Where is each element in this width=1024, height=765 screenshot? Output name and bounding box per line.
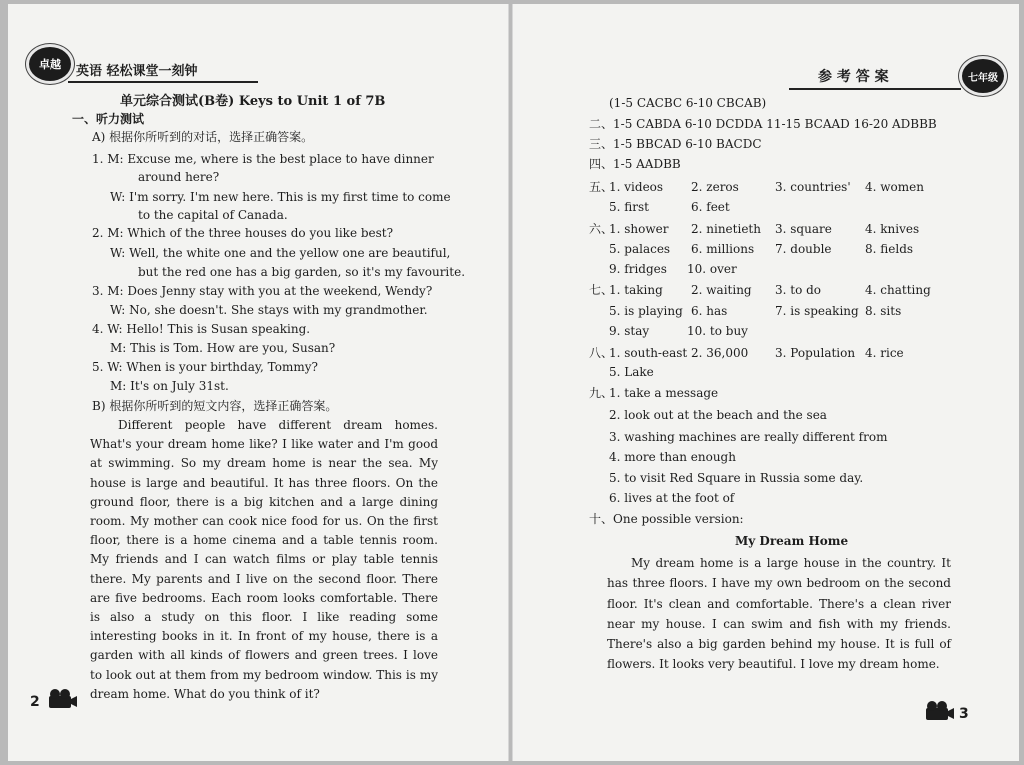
camera-icon [925, 700, 955, 726]
essay: My dream home is a large house in the country. It has three floors. I have my own bedroom on the second floor. It's clean and comfortable. There's a clean river near my house. I can swim and fish with my friends. There's also a big garden behind my house. It is full of flowers. It looks very beautiful. I love my dream home. [607, 556, 951, 672]
dialogue-line: W: No, she doesn't. She stays with my grandmother. [110, 303, 428, 317]
page-number: 2 [30, 694, 40, 710]
answer-cell: 3. Population [775, 346, 856, 360]
answer-cell: 6. millions [691, 242, 755, 256]
instruction: A) 根据你所听到的对话，选择正确答案。 [92, 130, 314, 144]
answer-item: 5. to visit Red Square in Russia some day. [609, 471, 864, 485]
answer-cell: 2. waiting [691, 283, 752, 297]
section-heading: 十、One possible version: [589, 512, 744, 526]
grade-logo: 七年级 [959, 56, 1007, 96]
instruction: B) 根据你所听到的短文内容，选择正确答案。 [92, 399, 338, 413]
essay-title: My Dream Home [735, 534, 849, 548]
answer-cell: 9. stay [609, 324, 650, 338]
header-brand: 英语 轻松课堂一刻钟 [76, 64, 198, 79]
dialogue-line: 2. M: Which of the three houses do you like best? [92, 226, 394, 240]
answer-cell: 1. videos [609, 180, 664, 194]
answer-cell: 6. has [691, 304, 728, 318]
answer-cell: 4. rice [865, 346, 904, 360]
section-label: 六、 [589, 222, 614, 236]
answer-line: (1-5 CACBC 6-10 CBCAB) [609, 96, 767, 110]
answer-item: 4. more than enough [609, 450, 736, 464]
dialogue-line: to the capital of Canada. [138, 208, 288, 222]
answer-cell: 8. sits [865, 304, 902, 318]
dialogue-line: 4. W: Hello! This is Susan speaking. [92, 322, 311, 336]
left-page [8, 4, 509, 761]
dialogue-line: M: This is Tom. How are you, Susan? [110, 341, 336, 355]
dialogue-line: 5. W: When is your birthday, Tommy? [92, 360, 318, 374]
answer-item: 3. washing machines are really different from [609, 430, 888, 444]
answer-cell: 2. ninetieth [691, 222, 761, 236]
page-number: 3 [959, 706, 969, 722]
section-label: 七、 [589, 283, 614, 297]
page-title: 单元综合测试(B卷) Keys to Unit 1 of 7B [120, 94, 386, 109]
answer-cell: 5. first [609, 200, 649, 214]
right-page [512, 4, 1019, 761]
section-label: 五、 [589, 180, 614, 194]
brand-logo: 卓越 [26, 44, 74, 84]
dialogue-line: W: I'm sorry. I'm new here. This is my first time to come [110, 190, 451, 204]
answer-cell: 5. palaces [609, 242, 671, 256]
passage: Different people have different dream homes. What's your dream home like? I like water and I'm good at swimming. So my dream home is near the sea. My house is large and beautiful. It has three floors. On the ground floor, there is a big kitchen and a large dining room. My mother can cook nice food for us. On the first floor, there is a home cinema and a table tennis room. My friends and I can watch films or play table tennis there. My parents and I live on the second floor. There are five bedrooms. Each room looks comfortable. There is also a study on this floor. I like reading some interesting books in it. In front of my house, there is a garden with all kinds of flowers and green trees. I love to look out at them from my bedroom window. This is my dream home. What do you think of it? [90, 418, 438, 701]
answer-line: 四、1-5 AADBB [589, 157, 681, 171]
dialogue-line: W: Well, the white one and the yellow one are beautiful, [110, 246, 451, 260]
dialogue-line: 3. M: Does Jenny stay with you at the weekend, Wendy? [92, 284, 433, 298]
answer-cell: 9. fridges [609, 262, 667, 276]
answer-cell: 1. taking [609, 283, 663, 297]
answer-cell: 8. fields [865, 242, 914, 256]
header-rule [68, 81, 258, 83]
answer-cell: 3. to do [775, 283, 822, 297]
answer-cell: 7. is speaking [775, 304, 859, 318]
dialogue-line: around here? [138, 170, 220, 184]
answer-cell: 4. knives [865, 222, 920, 236]
dialogue-line: M: It's on July 31st. [110, 379, 229, 393]
answer-cell: 2. 36,000 [691, 346, 749, 360]
header-title: 参 考 答 案 [818, 69, 889, 85]
answer-cell: 10. over [687, 262, 737, 276]
answer-item: 2. look out at the beach and the sea [609, 408, 827, 422]
section-heading: 一、听力测试 [72, 112, 145, 126]
answer-item: 1. take a message [609, 386, 719, 400]
answer-cell: 6. feet [691, 200, 730, 214]
answer-cell: 4. chatting [865, 283, 931, 297]
answer-line: 二、1-5 CABDA 6-10 DCDDA 11-15 BCAAD 16-20 ADBBB [589, 117, 937, 131]
camera-icon [48, 688, 78, 714]
answer-cell: 7. double [775, 242, 832, 256]
answer-cell: 5. is playing [609, 304, 683, 318]
answer-cell: 5. Lake [609, 365, 654, 379]
dialogue-line: 1. M: Excuse me, where is the best place to have dinner [92, 152, 434, 166]
answer-cell: 3. square [775, 222, 832, 236]
answer-cell: 2. zeros [691, 180, 739, 194]
answer-cell: 1. shower [609, 222, 669, 236]
answer-cell: 3. countries' [775, 180, 851, 194]
answer-cell: 10. to buy [687, 324, 748, 338]
dialogue-line: but the red one has a big garden, so it's my favourite. [138, 265, 466, 279]
header-rule [789, 88, 961, 90]
section-label: 九、 [589, 386, 614, 400]
answer-cell: 1. south-east [609, 346, 688, 360]
section-label: 八、 [589, 346, 614, 360]
answer-cell: 4. women [865, 180, 924, 194]
answer-line: 三、1-5 BBCAD 6-10 BACDC [589, 137, 762, 151]
answer-item: 6. lives at the foot of [609, 491, 735, 505]
